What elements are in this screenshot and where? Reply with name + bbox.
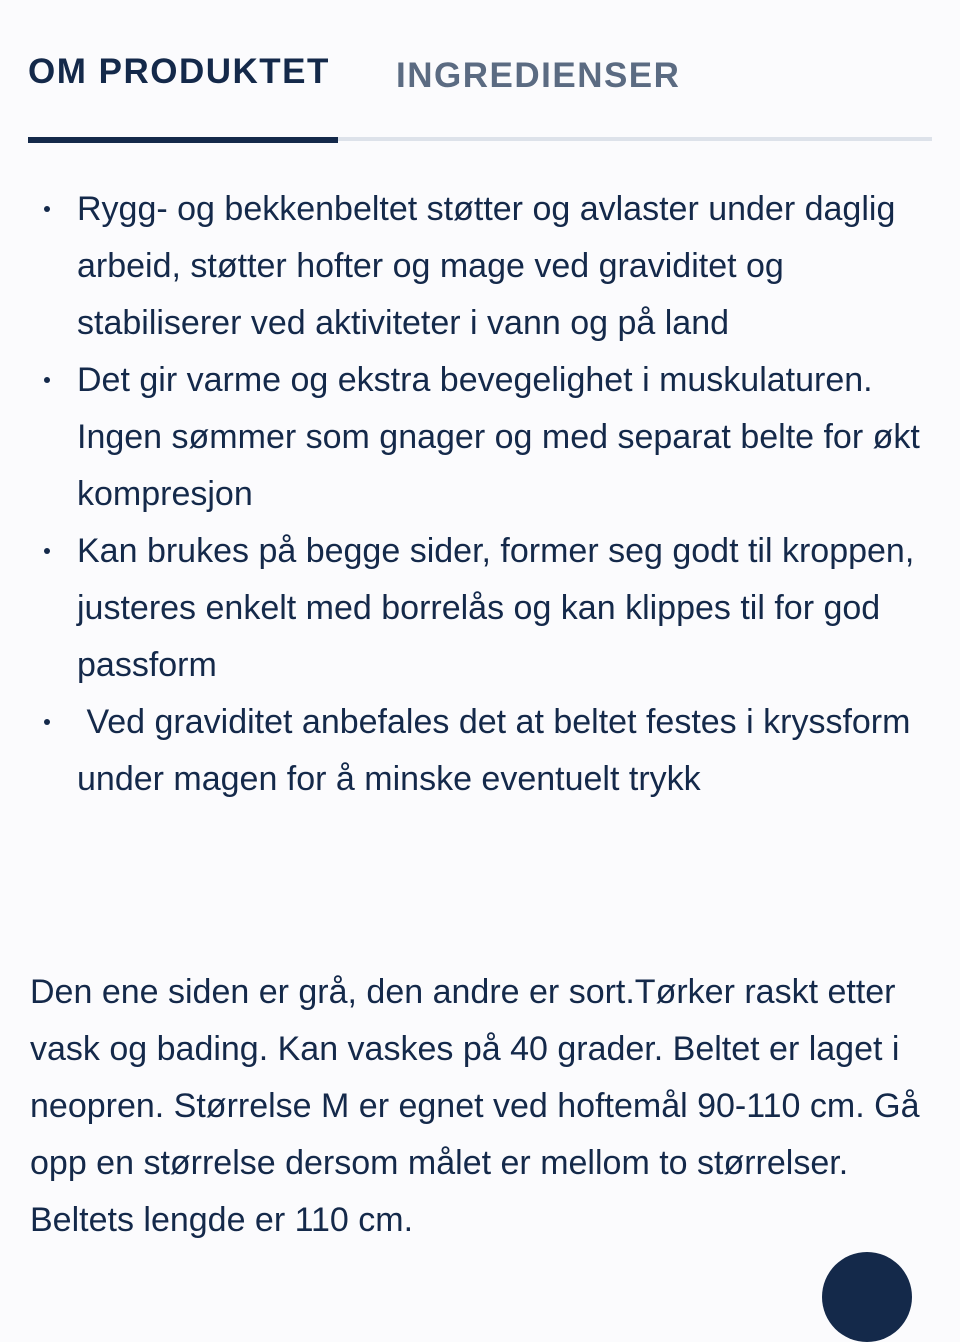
list-item-text: Ved graviditet anbefales det at beltet festes i kryssform under magen for å minske eventuelt trykk bbox=[77, 703, 920, 798]
list-item-text: Rygg- og bekkenbeltet støtter og avlaster under daglig arbeid, støtter hofter og mage ved graviditet og stabiliserer ved aktiviteter i vann og på land bbox=[77, 190, 896, 342]
list-item bbox=[0, 352, 940, 523]
tab-om-produktet[interactable]: OM PRODUKTET bbox=[28, 52, 330, 91]
bullet-icon bbox=[44, 719, 50, 725]
list-item bbox=[0, 181, 940, 352]
list-item bbox=[0, 694, 940, 808]
feature-list bbox=[0, 181, 940, 808]
product-tabs bbox=[28, 0, 932, 143]
product-description: Den ene siden er grå, den andre er sort.Tørker raskt etter vask og bading. Kan vaskes på 40 grader. Beltet er laget i neopren. Størrelse M er egnet ved hoftemål 90-110 cm. Gå opp en størrelse dersom målet er mellom to størrelser. Beltets lengde er 110 cm. bbox=[30, 973, 920, 1239]
bullet-icon bbox=[44, 206, 50, 212]
list-item bbox=[0, 523, 940, 694]
active-tab-indicator bbox=[28, 137, 338, 143]
tab-ingredienser[interactable]: INGREDIENSER bbox=[396, 56, 681, 95]
bullet-icon bbox=[44, 548, 50, 554]
list-item-text: Kan brukes på begge sider, former seg godt til kroppen, justeres enkelt med borrelås og kan klippes til for god passform bbox=[77, 532, 915, 684]
bullet-icon bbox=[44, 377, 50, 383]
list-item-text: Det gir varme og ekstra bevegelighet i muskulaturen. Ingen sømmer som gnager og med separat belte for økt kompresjon bbox=[77, 361, 920, 513]
